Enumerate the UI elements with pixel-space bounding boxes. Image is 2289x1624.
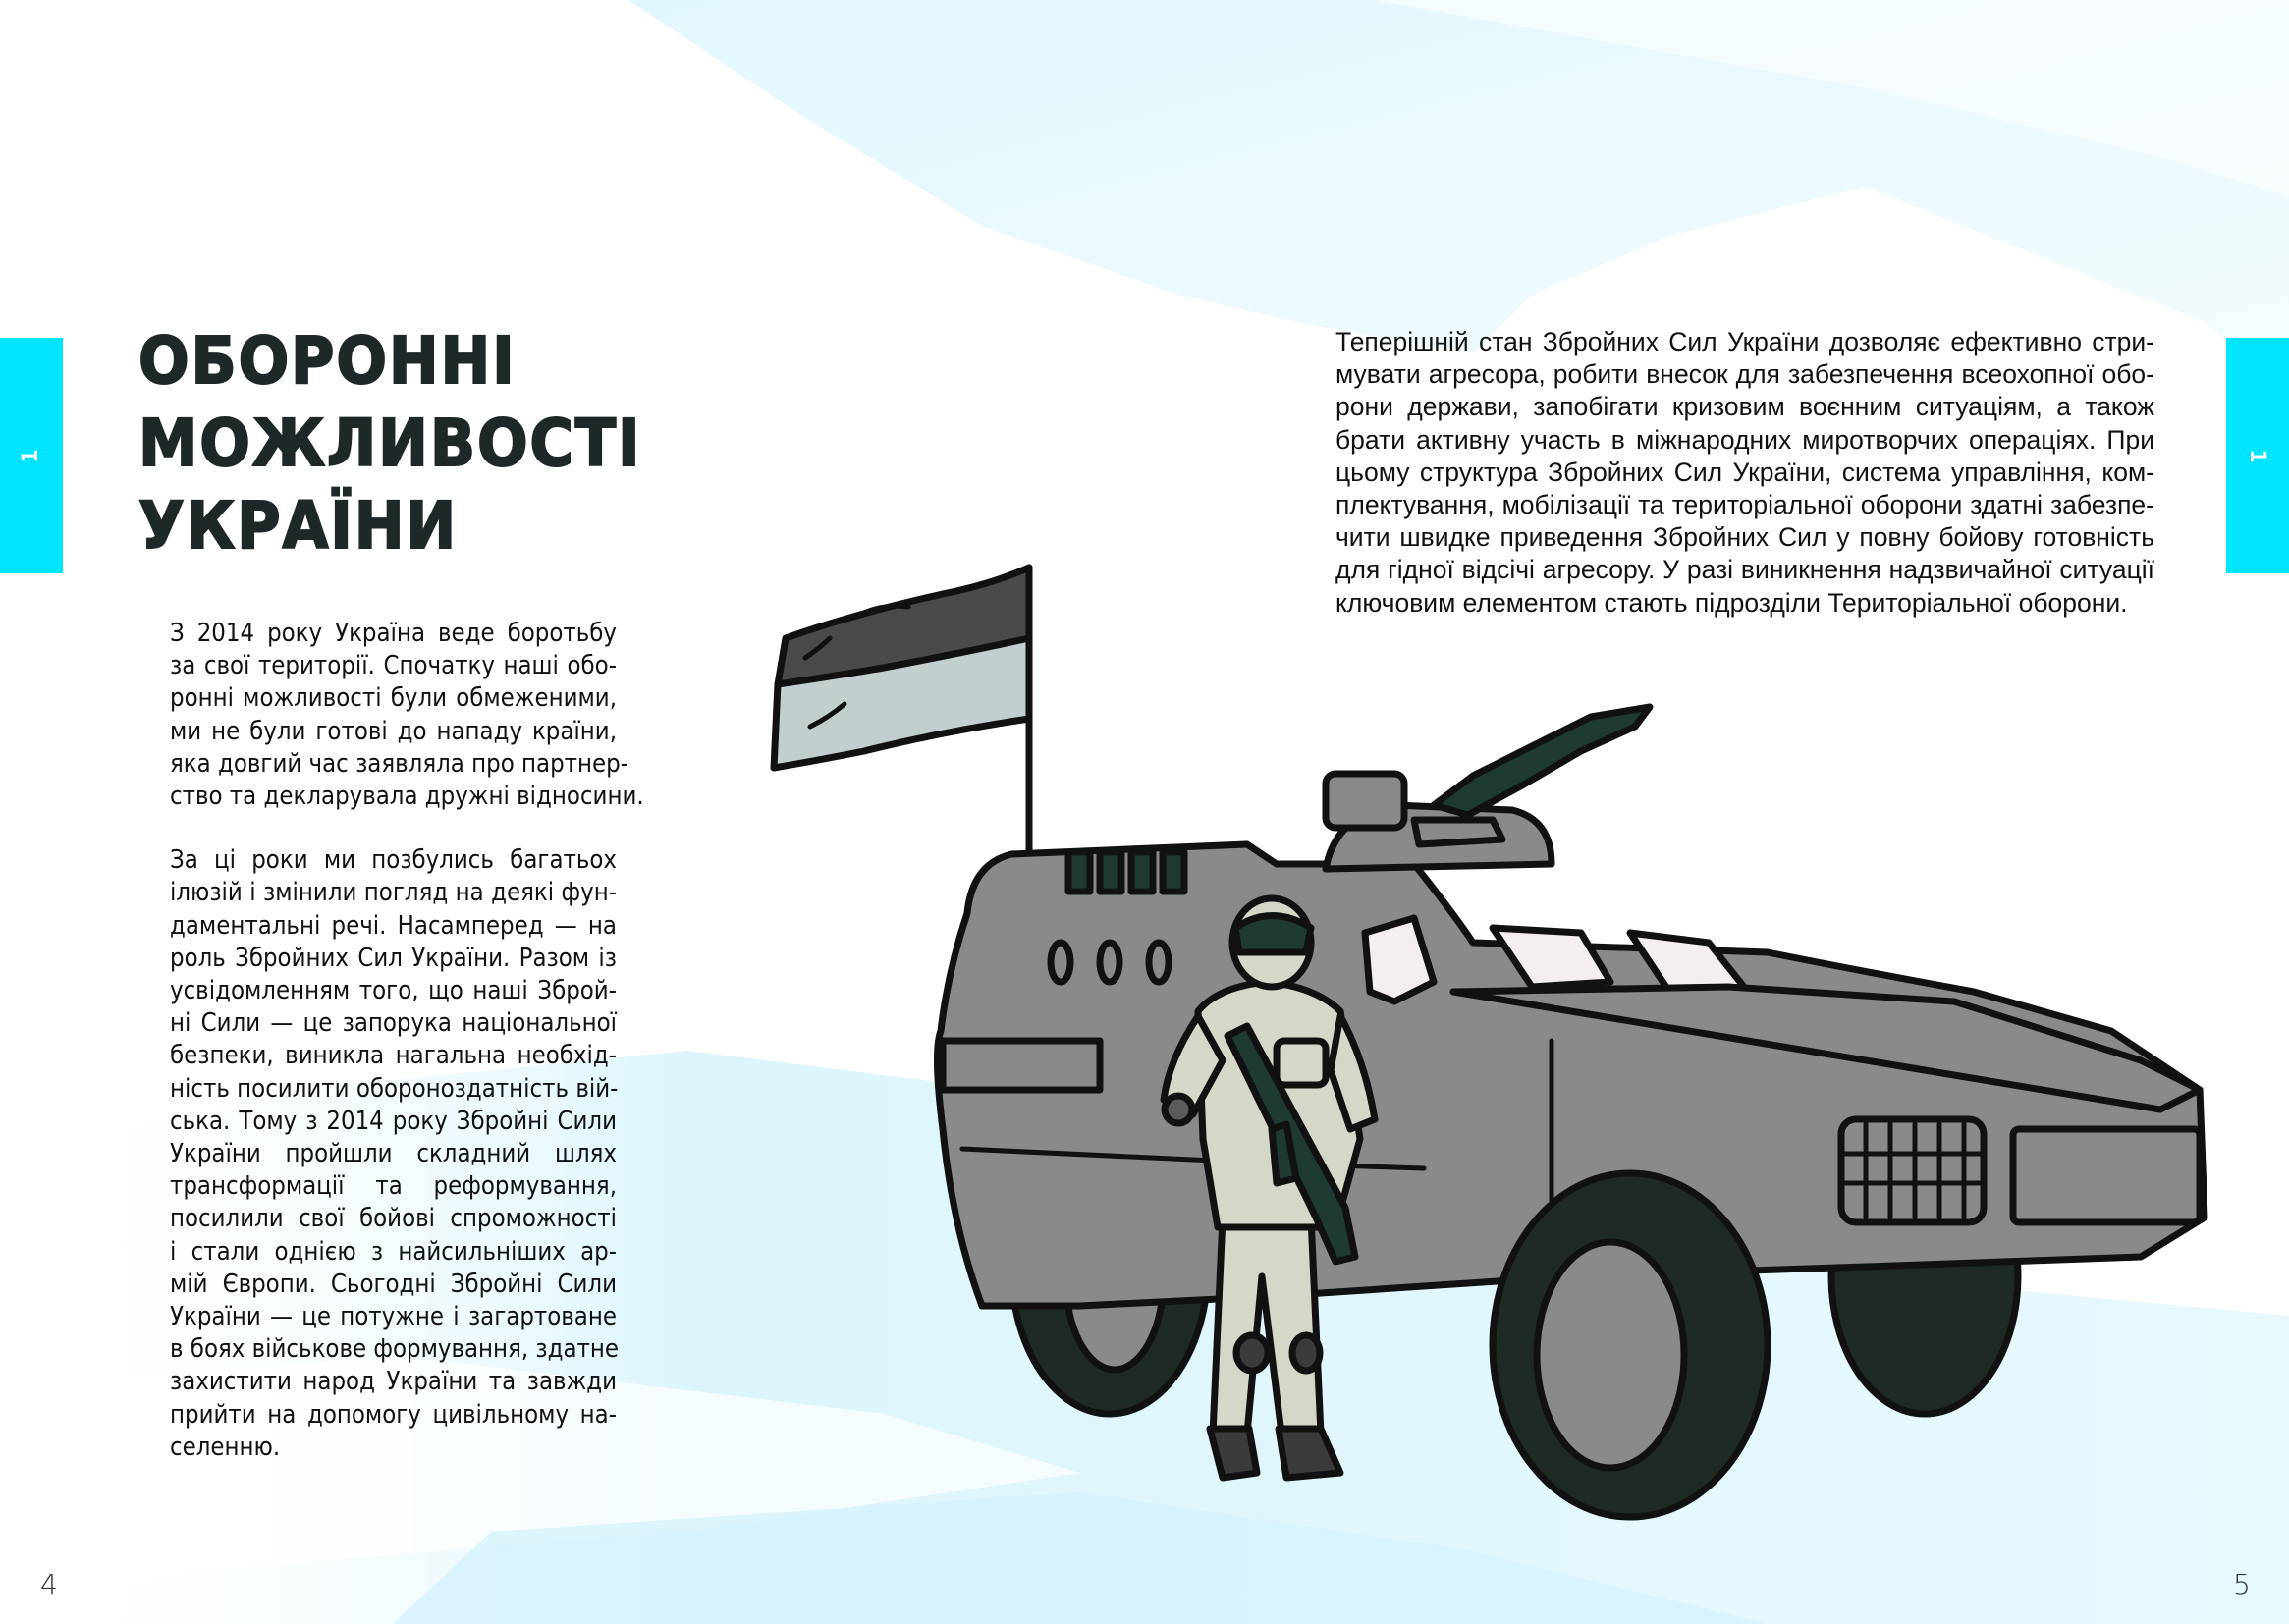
paragraph (140, 844, 620, 1464)
text-line: ство та декларувала дружні відносини. (170, 782, 644, 812)
text-line: для гідної відсічі агресору. У разі виникнення надзвичайної ситуації (1335, 555, 2154, 585)
right-body-text (1306, 326, 2154, 620)
section-number: 1 (2245, 449, 2270, 462)
text-line: цьому структура Збройних Сил України, система управління, ком- (1335, 457, 2154, 487)
text-line: ська. Тому з 2014 року Збройні Сили (170, 1106, 617, 1136)
text-line: мувати агресора, робити внесок для забезпечення всеохопної обо- (1335, 359, 2154, 390)
text-line: захистити народ України та завжди (170, 1367, 617, 1397)
title-line: МОЖЛИВОСТІ (138, 406, 642, 481)
text-line: мій Європи. Сьогодні Збройні Сили (170, 1269, 617, 1299)
text-line: і стали однією з найсильніших ар- (170, 1236, 617, 1267)
turret-box-icon (1326, 774, 1404, 828)
text-line: Теперішній стан Збройних Сил України дозволяє ефективно стри- (1335, 327, 2154, 356)
text-line: даментальні речі. Насамперед — на (170, 910, 617, 941)
text-line: прийти на допомогу цивільному на- (170, 1399, 617, 1430)
text-line: ілюзій і змінили погляд на деякі фун- (170, 878, 617, 908)
text-line: ми не були готові до нападу країни, (170, 716, 617, 746)
text-line: ронні можливості були обмеженими, (170, 683, 617, 714)
page-number-right: 5 (2233, 1568, 2251, 1600)
title-line: УКРАЇНИ (138, 488, 459, 564)
text-line: усвідомленням того, що наші Зброй- (170, 976, 617, 1006)
paragraph (1306, 326, 2154, 620)
left-body-text (140, 618, 644, 1495)
text-line: роль Збройних Сил України. Разом із (170, 943, 617, 973)
flag-icon (774, 568, 1029, 768)
section-tab-right (2226, 338, 2289, 573)
title-line: ОБОРОННІ (138, 323, 517, 399)
text-line: чити швидке приведення Збройних Сил у повну бойову готовність (1335, 522, 2154, 553)
text-line: посилили свої бойові спроможності (170, 1204, 617, 1234)
boot-icon (1279, 1429, 1340, 1478)
text-line: брати активну участь в міжнародних миротворчих операціях. При (1335, 424, 2154, 455)
paragraph (140, 618, 644, 813)
text-line: ключовим елементом стають підрозділи Територіальної оборони. (1335, 587, 2128, 618)
headlight-icon (2013, 1129, 2200, 1222)
text-line: в боях військове формування, здатне (170, 1334, 620, 1365)
illustration-soldier-vehicle (756, 550, 2229, 1532)
text-line: безпеки, виникла нагальна необхід- (170, 1041, 617, 1071)
text-line: за свої території. Спочатку наші обо- (170, 651, 617, 681)
page-title (138, 320, 641, 568)
text-line: трансформації та реформування, (170, 1171, 617, 1202)
text-line: селенню. (170, 1432, 281, 1462)
section-number: 1 (19, 449, 44, 462)
text-line: плектування, мобілізації та територіальної оборони здатні забезпе- (1335, 490, 2154, 520)
text-line: З 2014 року Україна веде боротьбу (170, 619, 617, 648)
text-line: рони держави, запобігати кризовим воєнним ситуаціям, а також (1335, 392, 2154, 422)
text-line: України пройшли складний шлях (170, 1139, 617, 1169)
page-number-left: 4 (40, 1568, 58, 1600)
section-tab-left (0, 338, 63, 573)
text-line: За ці роки ми позбулись багатьох (170, 845, 617, 876)
text-line: України — це потужне і загартоване (170, 1302, 617, 1332)
text-line: яка довгий час заявляла про партнер- (170, 748, 628, 779)
text-line: ність посилити обороноздатність вій- (170, 1073, 619, 1104)
text-line: ні Сили — це запорука національної (170, 1008, 617, 1039)
boot-icon (1210, 1429, 1257, 1478)
machine-gun-icon (1434, 707, 1650, 815)
